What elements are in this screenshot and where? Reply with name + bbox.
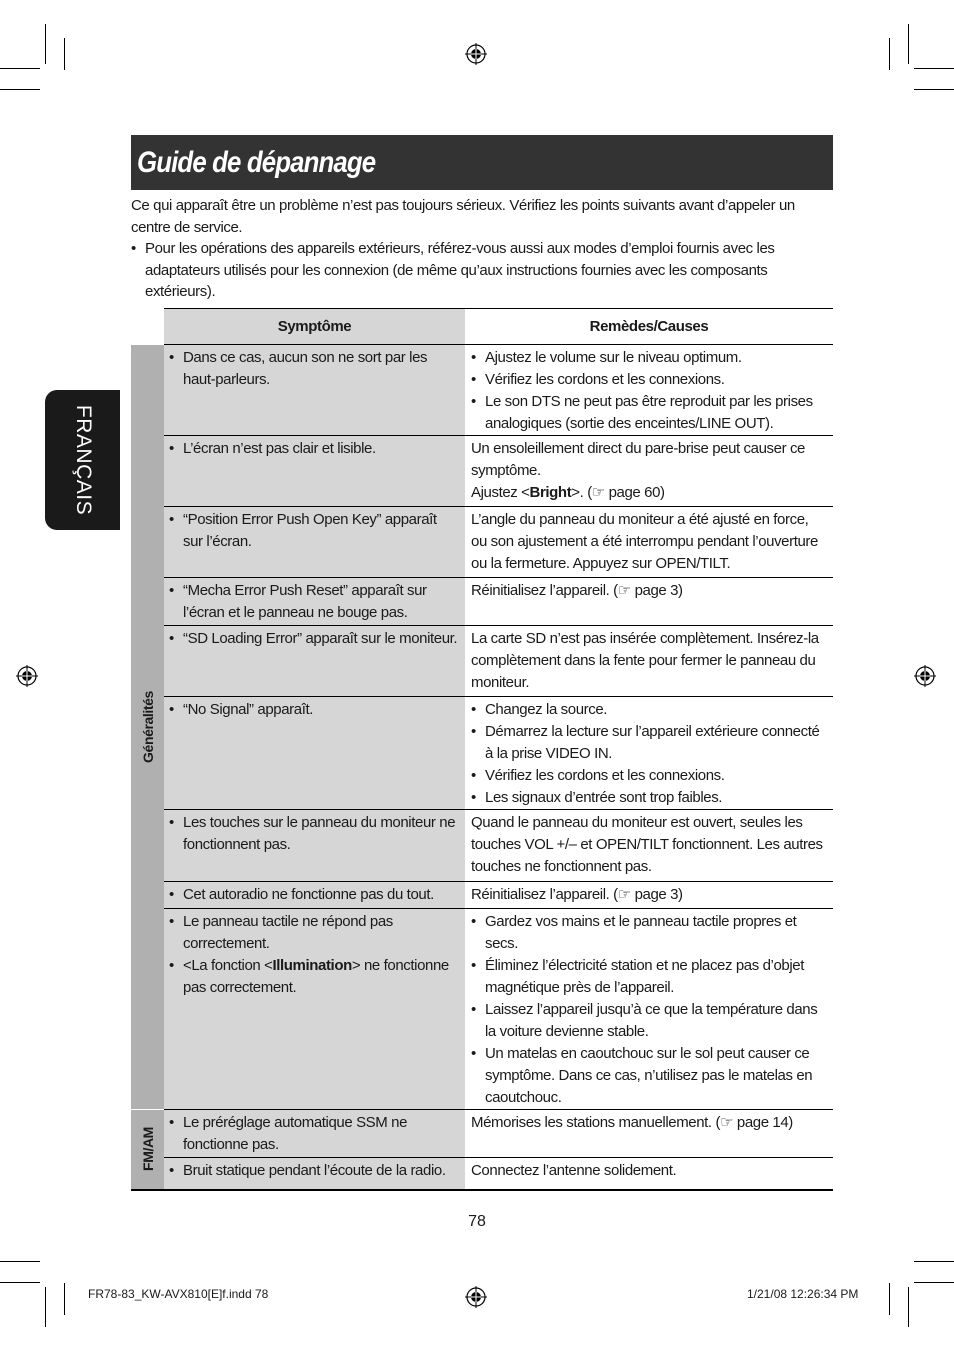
- remedy-text: L’angle du panneau du moniteur a été ajusté en force, ou son ajustement a été interrompu pendant l’ouverture ou la fermeture. Appuyez sur OPEN/TILT.: [471, 511, 818, 572]
- list-item: • Dans ce cas, aucun son ne sort par les haut-parleurs.: [169, 347, 459, 391]
- crop-mark: [0, 68, 40, 69]
- list-item: • “Mecha Error Push Reset” apparaît sur l’écran et le panneau ne bouge pas.: [169, 580, 459, 624]
- category-label: Généralités: [139, 690, 156, 763]
- symptom-cell: [164, 436, 465, 507]
- registration-mark-icon: [465, 1286, 487, 1308]
- table-row: [131, 882, 833, 909]
- language-tab: [45, 390, 120, 530]
- table-row: [131, 345, 833, 436]
- list-item: • “SD Loading Error” apparaît sur le moniteur.: [169, 628, 459, 650]
- table-row: [131, 697, 833, 810]
- list-item: • Vérifiez les cordons et les connexions.: [471, 765, 827, 787]
- troubleshooting-table: [131, 308, 833, 1191]
- table-row: [131, 1110, 833, 1158]
- remedy-text: Un ensoleillement direct du pare-brise peut causer ce symptôme.: [471, 440, 805, 479]
- table-row: [131, 1158, 833, 1190]
- list-item: • Démarrez la lecture sur l’appareil extérieure connecté à la prise VIDEO IN.: [471, 721, 827, 765]
- symptom-cell: [164, 697, 465, 810]
- intro: [131, 195, 833, 303]
- table-row: [131, 810, 833, 882]
- remedy-cell: [465, 810, 833, 882]
- crop-mark: [889, 38, 890, 70]
- remedy-cell: [465, 909, 833, 1110]
- remedy-cell: [465, 436, 833, 507]
- registration-mark-icon: [914, 665, 936, 687]
- list-item: • Gardez vos mains et le panneau tactile propres et secs.: [471, 911, 827, 955]
- table-row: [131, 909, 833, 1110]
- remedy-text: La carte SD n’est pas insérée complètement. Insérez-la complètement dans la fente pour fermer le panneau du moniteur.: [471, 630, 819, 691]
- list-item: • Le son DTS ne peut pas être reproduit par les prises analogiques (sortie des enceintes/LINE OUT).: [471, 391, 827, 435]
- page-title: Guide de dépannage: [137, 146, 376, 179]
- list-item: • Éliminez l’électricité station et ne placez pas d’objet magnétique près de l’appareil.: [471, 955, 827, 999]
- remedy-cell: [465, 626, 833, 697]
- category-radio: [131, 1110, 164, 1190]
- crop-mark: [45, 24, 46, 64]
- remedy-text: Connectez l’antenne solidement.: [471, 1162, 677, 1179]
- header-blank: [131, 309, 164, 345]
- list-item: • “Position Error Push Open Key” apparaît sur l’écran.: [169, 509, 459, 553]
- symptom-cell: [164, 810, 465, 882]
- list-item: • Changez la source.: [471, 699, 827, 721]
- remedy-cell: [465, 1158, 833, 1190]
- remedy-cell: [465, 507, 833, 578]
- list-item: • “No Signal” apparaît.: [169, 699, 459, 721]
- remedy-cell: [465, 578, 833, 626]
- page-number: 78: [468, 1213, 486, 1230]
- symptom-cell: [164, 345, 465, 436]
- list-item: • Laissez l’appareil jusqu’à ce que la température dans la voiture devienne stable.: [471, 999, 827, 1043]
- remedy-text: Réinitialisez l’appareil. (☞ page 3): [471, 582, 683, 599]
- crop-mark: [908, 1287, 909, 1327]
- crop-mark: [889, 1283, 890, 1315]
- list-item: • Vérifiez les cordons et les connexions.: [471, 369, 827, 391]
- category-label: FM/AM: [139, 1127, 156, 1172]
- symptom-cell: [164, 578, 465, 626]
- remedy-cell: [465, 697, 833, 810]
- symptom-cell: [164, 1158, 465, 1190]
- crop-mark: [914, 1282, 954, 1283]
- title-bar: [131, 135, 833, 190]
- crop-mark: [45, 1287, 46, 1327]
- list-item: • Un matelas en caoutchouc sur le sol peut causer ce symptôme. Dans ce cas, n’utilisez pas le matelas en caoutchouc.: [471, 1043, 827, 1109]
- remedy-text: Réinitialisez l’appareil. (☞ page 3): [471, 886, 683, 903]
- list-item: • <La fonction <Illumination> ne fonctionne pas correctement.: [169, 955, 459, 999]
- crop-mark: [908, 24, 909, 64]
- remedy-cell: [465, 345, 833, 436]
- table-header-row: [131, 309, 833, 345]
- list-item: • Le préréglage automatique SSM ne fonctionne pas.: [169, 1112, 459, 1156]
- remedy-cell: [465, 882, 833, 909]
- list-item: • Le panneau tactile ne répond pas correctement.: [169, 911, 459, 955]
- symptom-cell: [164, 1110, 465, 1158]
- crop-mark: [0, 1282, 40, 1283]
- table-row: [131, 436, 833, 507]
- crop-mark: [914, 89, 954, 90]
- intro-bullet: • Pour les opérations des appareils extérieurs, référez-vous aussi aux modes d’emploi fournis avec les adaptateurs utilisés pour les connexion (de même qu’aux instructions fournies avec les composants extérieurs).: [131, 238, 833, 303]
- registration-mark-icon: [16, 665, 38, 687]
- crop-mark: [0, 1261, 40, 1262]
- crop-mark: [64, 1283, 65, 1315]
- category-general: [131, 345, 164, 1110]
- symptom-cell: [164, 909, 465, 1110]
- language-tab-label: FRANÇAIS: [71, 404, 95, 516]
- symptom-cell: [164, 507, 465, 578]
- header-remedy: Remèdes/Causes: [465, 309, 833, 345]
- list-item: • Les touches sur le panneau du moniteur ne fonctionnent pas.: [169, 812, 459, 856]
- footer-date: 1/21/08 12:26:34 PM: [747, 1287, 859, 1301]
- header-symptom: Symptôme: [164, 309, 465, 345]
- crop-mark: [914, 68, 954, 69]
- list-item: • Ajustez le volume sur le niveau optimum.: [471, 347, 827, 369]
- symptom-cell: [164, 626, 465, 697]
- crop-mark: [0, 89, 40, 90]
- registration-mark-icon: [465, 43, 487, 65]
- remedy-text: Quand le panneau du moniteur est ouvert, seules les touches VOL +/– et OPEN/TILT fonctionnent. Les autres touches ne fonctionnent pas.: [471, 814, 823, 875]
- remedy-cell: [465, 1110, 833, 1158]
- list-item: • Les signaux d’entrée sont trop faibles.: [471, 787, 827, 809]
- table-row: [131, 626, 833, 697]
- list-item: • Bruit statique pendant l’écoute de la radio.: [169, 1160, 459, 1182]
- remedy-text: Mémorises les stations manuellement. (☞ page 14): [471, 1114, 793, 1131]
- intro-paragraph: Ce qui apparaît être un problème n’est pas toujours sérieux. Vérifiez les points suivants avant d’appeler un centre de service.: [131, 197, 795, 236]
- list-item: • L’écran n’est pas clair et lisible.: [169, 438, 459, 460]
- symptom-cell: [164, 882, 465, 909]
- crop-mark: [64, 38, 65, 70]
- footer-file: FR78-83_KW-AVX810[E]f.indd 78: [88, 1287, 269, 1301]
- remedy-text: Ajustez <Bright>. (☞ page 60): [471, 484, 665, 501]
- table-row: [131, 507, 833, 578]
- crop-mark: [914, 1261, 954, 1262]
- list-item: • Cet autoradio ne fonctionne pas du tout.: [169, 884, 459, 906]
- table-row: [131, 578, 833, 626]
